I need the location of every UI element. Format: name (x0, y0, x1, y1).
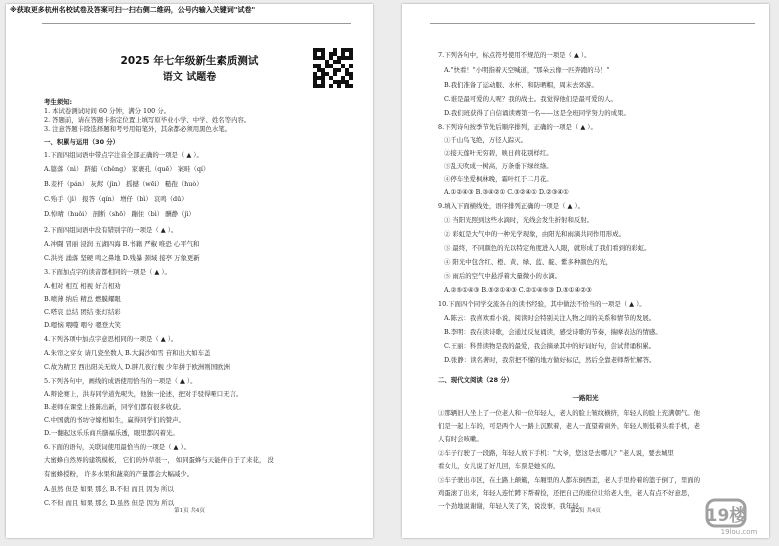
option-line: D.张静：读名著时，我常把不懂的地方做好标记，然后全靠老师帮忙解答。 (444, 356, 656, 364)
option-line: C.谁是最可爱的人呢？我的战士。我觉得他们是最可爱的人。 (444, 95, 617, 103)
passage-line: 鸡蛋滚了出来，年轻人连忙蹲下帮着捡，还把自己的座位让给老人坐，老人有点不好意思， (438, 489, 694, 497)
question-text: 2.下面四组词语中没有错别字的一项是（ ▲ ）。 (44, 226, 178, 234)
poem-line: ①千山鸟飞绝，万径人踪灭。 (444, 136, 528, 144)
page-footer: 第1页 共4页 (174, 508, 205, 514)
sentence-line: ② 彩虹是大气中的一种光学现象，由阳光和雨滴共同作用形成。 (444, 230, 625, 238)
option-line: B.麦杆（pán） 灰烬（jìn） 摇撼（wēi） 糙孢（huò） (44, 180, 203, 188)
option-line: C.王丽：科普读物是我的最爱，我会摘录其中的好词好句，尝试背诵积累。 (444, 342, 656, 350)
sentence-line: ④ 阳光中包含红、橙、黄、绿、蓝、靛、紫多种颜色的光， (444, 258, 613, 266)
passage-line: 们是一起上车的，可是两个人一路上沉默着，老人一直望着窗外，年轻人则低着头看手机，老 (438, 422, 701, 430)
question-text: 6.下面的语句，关联词使用最恰当的一项是（ ▲ ）。 (44, 443, 191, 451)
page-footer: 第2页 共4页 (570, 508, 601, 514)
question-text: 5.下列各句中，画线的成语使用恰当的一项是（ ▲ ）。 (44, 377, 197, 385)
qr-module (349, 84, 353, 88)
option-line: A.虽然 但是 如果 那么 B.不但 而且 因为 所以 (44, 485, 174, 493)
option-line: A.相对 相互 相视 好言相劝 (44, 282, 121, 290)
option-line: C.中国就的书坊守嫁相如生，赢得同学们的赞声。 (44, 416, 185, 424)
question-text: 1.下面四组词语中带点字注音全部正确的一项是（ ▲ ）。 (44, 151, 203, 159)
passage-title: 一路阳光 (572, 394, 599, 402)
passage-line: ①那辆旧人坐上了一位老人和一位年轻人，老人的脸上皱纹横挤，年轻人的脸上充满朝气。他 (438, 409, 701, 417)
passage-line: 看女儿，女儿说了好几回，车票是她买的。 (438, 462, 560, 470)
text-line: 1. 本试卷测试时间 60 分钟，满分 100 分。 (44, 107, 171, 115)
option-line: A.辩论赛上，洪寿同学道先呢失，他独一论述，把对手驳得哑口无言。 (44, 390, 243, 398)
option-line: D.嗯恼 喂噬 咽兮 嗯登大笑 (44, 321, 121, 329)
question-text: 10.下面四个同学交流各自的读书经验，其中做法不恰当的一项是（ ▲ ）。 (438, 300, 646, 308)
option-line: A.陈云：我喜欢看小说，阅读时会特别关注人物之间的关系和情节的发展。 (444, 314, 656, 322)
option-line: C.嗒哀 总结 团结 张灯结彩 (44, 308, 121, 316)
passage-line: ②车子行驶了一段路，年轻人放下手机："大爷，您这是去哪儿？"老人说，要去城里 (438, 449, 674, 457)
question-text: 3.下面加点字的读音都相同的一项是（ ▲ ）。 (44, 268, 171, 276)
question-text: 7.下列各句中，标点符号使用不规范的一项是（ ▲ ）。 (438, 51, 591, 59)
option-line: C.故为精卫 西出阳关无故人 D.胖几夜行舰 少年拼于欧洲则国欧洲 (44, 363, 230, 371)
question-text: 4.下列各项中加点字意思相同的一项是（ ▲ ）。 (44, 335, 178, 343)
passage-line: ③车子驶出市区，在土路上颠簸，车厢里的人都东倒西歪，老人手里拎着的篮子倒了，里面的 (438, 476, 701, 484)
option-line: A.冲闘 冒丽 浸润 五湖四海 B.书籍 严椒 唯恐 心平气和 (44, 240, 200, 248)
passage-line: 一个劲地说谢谢，年轻人笑了笑，说没事，我年轻。 (438, 502, 585, 510)
option-line: A."快看！"小明指着天空喊道，"那朵云像一匹奔跑的马！" (444, 66, 610, 74)
text-line: 2. 答题前，请在答题卡指定位置上填写原毕业小学、中学、姓名等内容。 (44, 116, 251, 124)
text-line: 3. 注意答题卡除选择题和考号用铅笔外，其余都必须用黑色水笔。 (44, 125, 232, 133)
sentence-line: ③ 最终，不同颜色的光以特定角度进入人眼，就形成了我们看到的彩虹。 (444, 244, 651, 252)
watermark-logo-icon (705, 496, 771, 536)
exam-page-2 (402, 4, 769, 538)
text-line: 有蜜蜂授粉， 许多水果和蔬菜的产量都会大幅减少。 (44, 470, 194, 478)
option-line: A.朱帘之穿女 请几瓷坐数人 B.大漏沙如雪 苷和出大如车盖 (44, 349, 211, 357)
option-line: C.洪亮 涌落 坚硬 鸣之鼻地 D.残暴 颈域 接亭 万象更新 (44, 254, 200, 262)
option-line: A.篇落（nì） 跻捕（chěng） 家裹孔（quē） 案畦（qí） (44, 165, 210, 173)
option-line: B.李明：我在读诗歌，会通过反复诵读，感受诗歌的节奏，揣摩表达的情感。 (444, 328, 662, 336)
option-line: B.老师在课堂上推陈出新，同学们都有很多收获。 (44, 403, 185, 411)
option-line: B.喷薄 纳后 精总 燃膜耀眼 (44, 295, 121, 303)
divider (430, 23, 755, 24)
poem-line: ③乱天吹成一树高，万条垂下绿丝绦。 (444, 162, 553, 170)
divider (42, 23, 351, 24)
section-heading: 一、积累与运用（30 分） (44, 138, 120, 146)
poem-line: ④停车坐爱枫林晚，霜叶红于二月花。 (444, 175, 553, 183)
question-text: 9.填入下面横线处，语序排列正确的一项是（ ▲ ）。 (438, 202, 585, 210)
watermark-number: 19楼 (705, 506, 747, 526)
option-line: D.我们班获得了自信诵读赛第一名——这是全班同学努力的成果。 (444, 109, 630, 117)
option-line: A.①②④③ B.③④②① C.③②④① D.②③④① (444, 188, 569, 196)
option-line: B.我们准备了运动服、水杯、和防晒帽，周末去郊游。 (444, 81, 598, 89)
exam-subtitle: 语文 试题卷 (162, 72, 217, 83)
poem-line: ②接天莲叶无穷碧，映日荷花别样红。 (444, 149, 553, 157)
exam-page-1 (6, 4, 373, 538)
question-text: 8.下列诗句按季节先后顺序排列，正确的一项是（ ▲ ）。 (438, 123, 597, 131)
sentence-line: ⑤ 雨后的空气中悬浮着大量微小的水滴。 (444, 272, 562, 280)
option-line: A.②⑤①④③ B.⑤②①④③ C.②①④⑤③ D.⑤①④②③ (444, 286, 592, 294)
notice-text: ※获取更多杭州名校试卷及答案可扫一扫右侧二维码，公号内输入关键词"试卷" (10, 6, 256, 14)
site-watermark-logo (705, 496, 771, 536)
option-line: C.不但 而且 如果 那么 D.虽然 但是 因为 所以 (44, 499, 175, 507)
notice-heading: 考生须知: (44, 98, 73, 106)
section-heading: 二、现代文阅读（28 分） (438, 376, 514, 384)
sentence-line: ① 当阳光照到这些水滴时，光线会发生折射和反射。 (444, 216, 594, 224)
option-line: D.一翻起这乐乐商兵膳福乐透，眼里都闪着光。 (44, 429, 179, 437)
exam-title: 2025 年七年级新生素质测试 (120, 55, 259, 67)
watermark-domain: 19lou.com (720, 528, 758, 536)
option-line: C.殆手（jì） 报答（qín） 增仔（bì） 哀鸣（dū） (44, 195, 188, 203)
option-line: D.悼晴（huǒi） 剖断（shō） 蹦住（bì） 酬静（jì） (44, 210, 195, 218)
text-line: 大蜜蜂自然界的建筑模板， 它们的外草很一， 如同蛋蜂与天能伴自于了来花， 没 (44, 456, 274, 464)
passage-line: 人有时会咳嗽。 (438, 435, 483, 443)
